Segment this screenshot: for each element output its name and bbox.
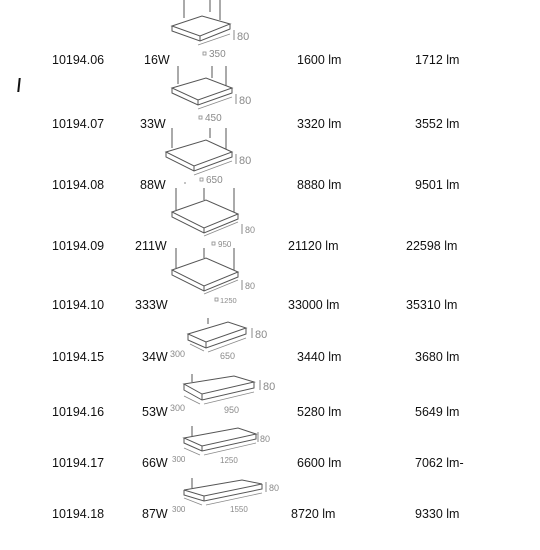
luminous-flux-a: 3440 lm [297,350,342,364]
table-row [0,420,540,480]
article-code: 10194.16 [52,405,105,419]
table-row [0,300,540,364]
table-row [0,240,540,312]
power-value: 53W [142,405,168,419]
luminous-flux-a: 3320 lm [297,117,342,131]
article-code: 10194.18 [52,507,105,521]
height-dimension: 80 [245,225,256,235]
luminous-flux-b: 1712 lm [415,53,460,67]
height-dimension: 80 [263,381,276,393]
square-fixture-drawing [168,66,268,128]
power-value: 33W [140,117,166,131]
side-dimension: 350 [209,49,226,60]
side-dimension: 950 [218,240,232,249]
power-value: 211W [135,239,167,253]
power-value: 34W [142,350,168,364]
width-dimension: 300 [172,505,186,514]
article-code: 10194.09 [52,239,105,253]
luminous-flux-b: 3552 lm [415,117,460,131]
rectangular-fixture-drawing [170,424,280,464]
height-dimension: 80 [237,31,250,43]
luminous-flux-a: 8720 lm [291,507,336,521]
luminous-flux-b: 9501 lm [415,178,460,192]
rectangular-fixture-drawing [168,318,278,362]
square-fixture-drawing [168,244,268,308]
length-dimension: 1550 [230,505,248,514]
height-dimension: 80 [255,329,268,341]
length-dimension: 950 [224,405,240,415]
table-row [0,360,540,420]
luminous-flux-a: 33000 lm [288,298,340,312]
height-dimension: 80 [269,483,280,493]
width-dimension: 300 [172,455,186,464]
luminous-flux-b: 35310 lm [406,298,458,312]
article-code: 10194.15 [52,350,105,364]
side-dimension: 1250 [220,296,237,305]
luminous-flux-a: 21120 lm [288,239,339,253]
rectangular-fixture-drawing [168,372,283,416]
power-value: 333W [135,298,168,312]
rectangular-fixture-drawing [170,476,280,516]
side-dimension: 650 [206,175,223,186]
table-row [0,180,540,253]
width-dimension: 300 [170,349,186,359]
power-value: 88W [140,178,166,192]
luminous-flux-b: 22598 lm [406,239,458,253]
article-code: 10194.06 [52,53,105,67]
height-dimension: 80 [239,155,252,167]
height-dimension: 80 [260,434,271,444]
luminous-flux-b: 7062 lm- [415,456,464,470]
luminous-flux-b: 3680 lm [415,350,460,364]
article-code: 10194.17 [52,456,105,470]
article-code: 10194.08 [52,178,105,192]
height-dimension: 80 [245,281,256,291]
luminous-flux-a: 5280 lm [297,405,342,419]
luminous-flux-a: 1600 lm [297,53,342,67]
luminous-flux-a: 6600 lm [297,456,342,470]
article-code: 10194.07 [52,117,105,131]
table-row [0,60,540,131]
luminous-flux-b: 9330 lm [415,507,460,521]
length-dimension: 650 [220,351,236,361]
power-value: 16W [144,53,170,67]
square-fixture-drawing [168,0,268,62]
power-value: 87W [142,507,168,521]
table-row [0,120,540,192]
luminous-flux-a: 8880 lm [297,178,342,192]
height-dimension: 80 [239,95,252,107]
table-row [0,0,540,67]
length-dimension: 1250 [220,456,238,465]
article-code: 10194.10 [52,298,105,312]
table-row [0,480,540,540]
luminous-flux-b: 5649 lm [415,405,460,419]
side-dimension: 450 [205,113,222,124]
power-value: 66W [142,456,168,470]
width-dimension: 300 [170,403,186,413]
